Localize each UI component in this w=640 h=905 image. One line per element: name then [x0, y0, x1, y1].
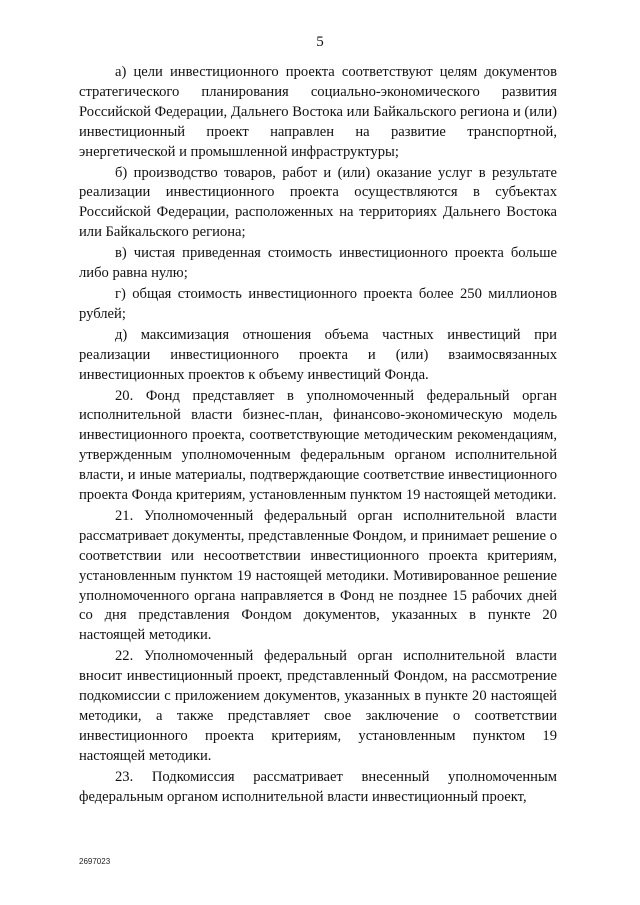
paragraph-item-20: 20. Фонд представляет в уполномоченный федеральный орган исполнительной власти бизнес-план, финансово-экономическую модель инвестиционного проекта, соответствующие методическим рекомендациям, утвержденным уполномоченным федеральным органом исполнительной власти, и иные материалы, подтверждающие соответствие инвестиционного проекта Фонда критериям, установленным пунктом 19 настоящей методики. [79, 387, 557, 504]
paragraph-item-23: 23. Подкомиссия рассматривает внесенный уполномоченным федеральным органом исполнительной власти инвестиционный проект, [79, 768, 557, 805]
paragraph-criterion-a: а) цели инвестиционного проекта соответствуют целям документов стратегического планирования социально-экономического развития Российской Федерации, Дальнего Востока или Байкальского региона и (или) инвестиционный проект направлен на развитие транспортной, энергетической и промышленной инфраструктуры; [79, 64, 557, 160]
document-code: 2697023 [79, 857, 111, 866]
document-body [79, 63, 557, 809]
paragraph-criterion-v: в) чистая приведенная стоимость инвестиционного проекта больше либо равна нулю; [79, 245, 557, 282]
page-number: 5 [316, 34, 324, 50]
paragraph-criterion-d: д) максимизация отношения объема частных инвестиций при реализации инвестиционного проекта и (или) взаимосвязанных инвестиционных проектов к объему инвестиций Фонда. [79, 326, 557, 383]
paragraph-criterion-b: б) производство товаров, работ и (или) оказание услуг в результате реализации инвестиционного проекта осуществляются в субъектах Российской Федерации, расположенных на территориях Дальнего Востока или Байкальского региона; [79, 164, 557, 241]
paragraph-criterion-g: г) общая стоимость инвестиционного проекта более 250 миллионов рублей; [79, 285, 557, 322]
paragraph-item-21: 21. Уполномоченный федеральный орган исполнительной власти рассматривает документы, представленные Фондом, и принимает решение о соответствии или несоответствии инвестиционного проекта критериям, установленным пунктом 19 настоящей методики. Мотивированное решение уполномоченного органа направляется в Фонд не позднее 15 рабочих дней со дня представления Фондом документов, указанных в пункте 20 настоящей методики. [79, 507, 557, 644]
paragraph-item-22: 22. Уполномоченный федеральный орган исполнительной власти вносит инвестиционный проект, представленный Фондом, на рассмотрение подкомиссии с приложением документов, указанных в пункте 20 настоящей методики, а также представляет свое заключение о соответствии инвестиционного проекта критериям, установленным пунктом 19 настоящей методики. [79, 648, 557, 764]
